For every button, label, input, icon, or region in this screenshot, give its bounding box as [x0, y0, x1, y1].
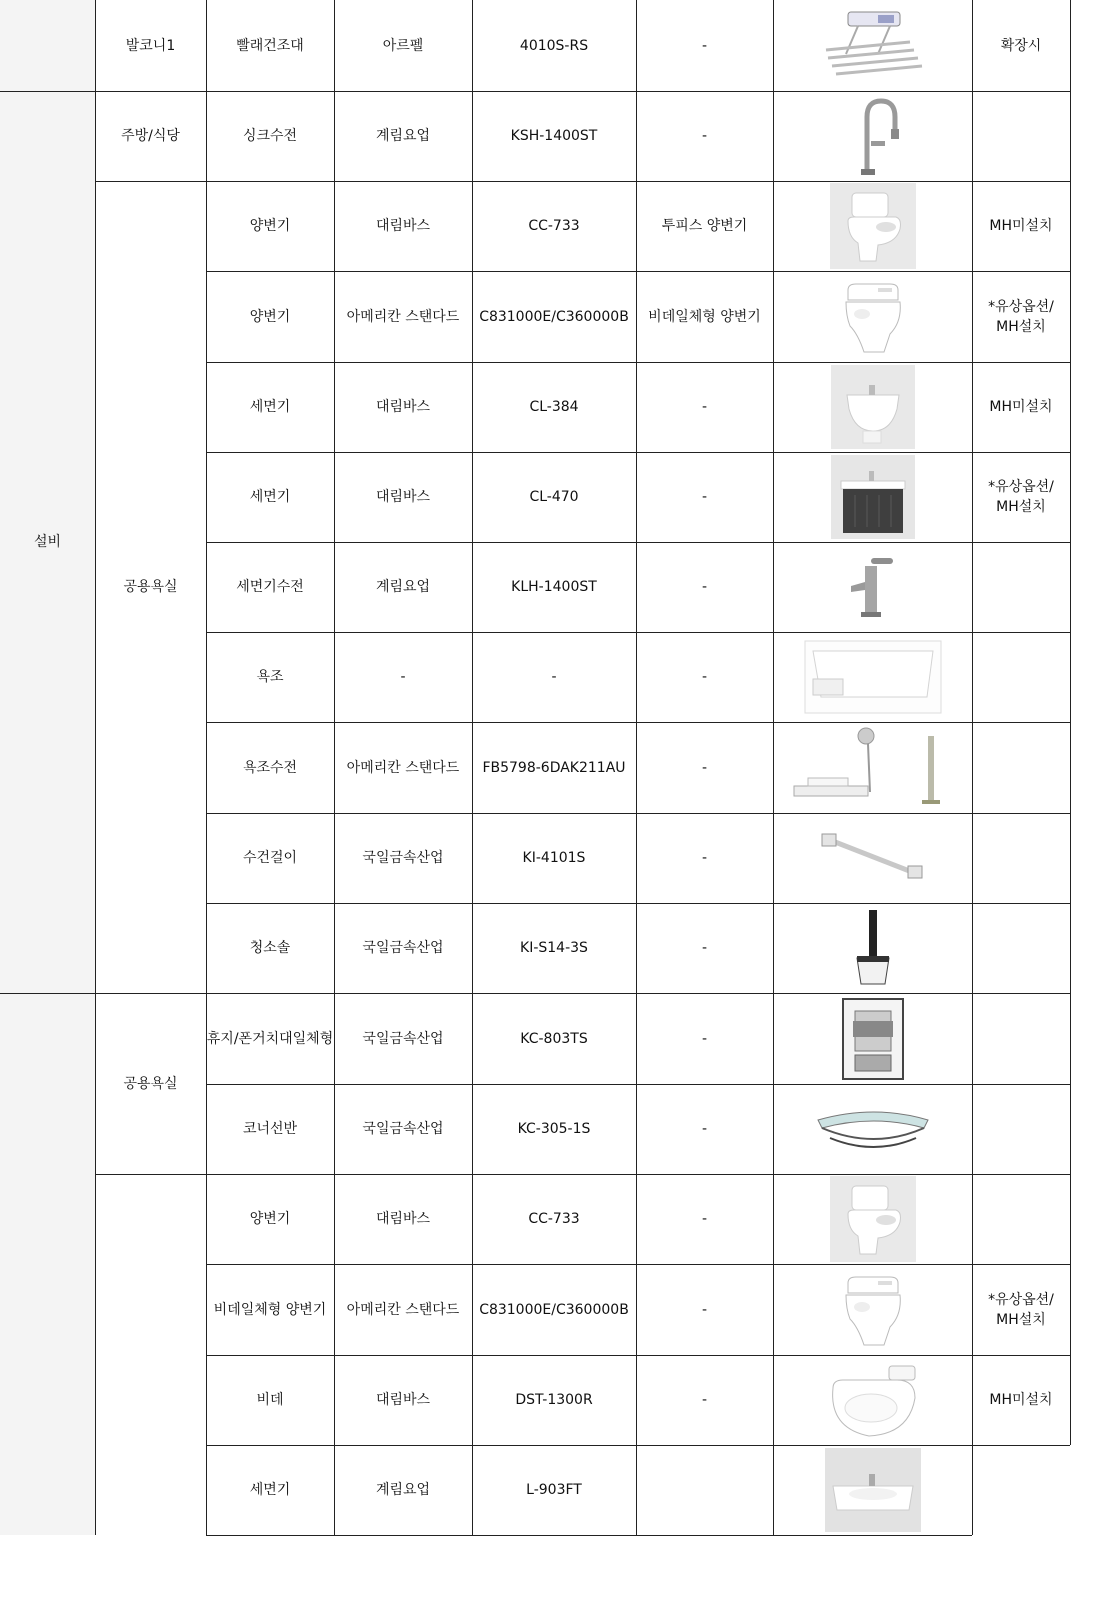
- cell-note: [972, 1174, 1070, 1264]
- product-image: [773, 181, 972, 271]
- cell-spec: [636, 1445, 773, 1535]
- cell-spec: -: [701, 1030, 708, 1047]
- cell-note: [972, 1084, 1070, 1174]
- cell-model: CL-470: [529, 489, 579, 505]
- cell-item: 욕조수전: [242, 759, 298, 776]
- toilet-brush-icon: [853, 908, 893, 988]
- cell-note: [972, 993, 1070, 1084]
- cell-note: MH미설치: [989, 218, 1053, 234]
- cell-model: KI-S14-3S: [520, 940, 588, 956]
- cell-note: [972, 542, 1070, 632]
- product-image: [773, 271, 972, 362]
- grid-line: [1070, 0, 1071, 1445]
- sink-faucet-icon: [843, 95, 903, 177]
- towel-bar-icon: [818, 828, 928, 888]
- cell-model: KI-4101S: [522, 850, 586, 866]
- cell-model: CC-733: [528, 218, 580, 234]
- cell-brand: 국일금속산업: [362, 1030, 444, 1047]
- cell-spec: 투피스 양변기: [661, 218, 748, 234]
- bath-shower-faucet-icon: [788, 726, 958, 810]
- cell-brand: 대림바스: [375, 489, 431, 505]
- product-image: [773, 1355, 972, 1445]
- cell-brand: 대림바스: [375, 1211, 431, 1227]
- basin-faucet-icon: [843, 552, 903, 622]
- room-cell: [95, 1174, 206, 1535]
- product-image: [773, 542, 972, 632]
- cell-model: C831000E/C360000B: [479, 308, 629, 325]
- cell-item: 욕조: [256, 669, 284, 685]
- cell-model: 4010S-RS: [519, 37, 589, 54]
- grid-line: [206, 722, 1070, 723]
- cell-spec: -: [701, 940, 708, 956]
- cell-note: [972, 1445, 1070, 1535]
- countertop-basin-icon: [825, 1448, 921, 1532]
- cell-brand: 계림요업: [375, 579, 431, 595]
- cell-spec: -: [701, 128, 708, 144]
- grid-line: [206, 1264, 1070, 1265]
- product-image: [773, 903, 972, 993]
- cell-spec: -: [701, 37, 708, 54]
- cell-model: C831000E/C360000B: [479, 1301, 629, 1318]
- cell-model: KC-305-1S: [517, 1121, 591, 1137]
- grid-line: [206, 452, 1070, 453]
- cell-brand: -: [400, 669, 406, 685]
- grid-line: [95, 1174, 1070, 1175]
- cell-brand: 대림바스: [375, 218, 431, 234]
- cell-brand: 국일금속산업: [362, 1121, 444, 1137]
- product-image: [773, 993, 972, 1084]
- cell-spec: -: [701, 1211, 708, 1227]
- cell-note: [972, 722, 1070, 813]
- cell-note: [972, 91, 1070, 181]
- cell-item: 싱크수전: [242, 128, 298, 144]
- paper-holder-icon: [841, 997, 905, 1081]
- smart-toilet-icon: [838, 1269, 908, 1351]
- grid-line: [206, 1535, 972, 1536]
- vanity-basin-icon: [831, 455, 915, 539]
- group-cell: [0, 0, 95, 91]
- grid-line: [206, 632, 1070, 633]
- cell-model: CL-384: [529, 399, 579, 415]
- cell-brand: 아메리칸 스탠다드: [346, 1301, 460, 1318]
- grid-line: [334, 0, 335, 1535]
- grid-line: [206, 903, 1070, 904]
- grid-line: [206, 1084, 1070, 1085]
- cell-note: MH미설치: [989, 1392, 1053, 1408]
- cell-item: 코너선반: [242, 1121, 298, 1137]
- cell-item: 세면기: [249, 399, 291, 415]
- cell-model: KC-803TS: [520, 1030, 588, 1047]
- cell-item: 비데: [256, 1392, 284, 1408]
- grid-line: [206, 542, 1070, 543]
- cell-model: L-903FT: [526, 1482, 582, 1498]
- cell-item: 세면기: [249, 489, 291, 505]
- cell-spec: -: [701, 669, 708, 685]
- cell-spec: -: [701, 579, 708, 595]
- cell-note: 확장시: [1000, 37, 1042, 54]
- room-cell: 발코니1: [125, 37, 176, 54]
- cell-item: 수건걸이: [242, 850, 298, 866]
- cell-spec: -: [701, 1392, 708, 1408]
- grid-line: [95, 0, 96, 1535]
- cell-brand: 대림바스: [375, 1392, 431, 1408]
- cell-model: KLH-1400ST: [511, 579, 597, 595]
- cell-brand: 국일금속산업: [362, 940, 444, 956]
- cell-spec: 비데일체형 양변기: [648, 308, 761, 325]
- clothes-dryer-rack-icon: [818, 6, 928, 86]
- cell-brand: 대림바스: [375, 399, 431, 415]
- bathtub-icon: [803, 639, 943, 715]
- cell-spec: -: [701, 1301, 708, 1318]
- cell-brand: 아메리칸 스탠다드: [346, 759, 460, 776]
- cell-note: *유상옵션/ MH설치: [988, 1291, 1054, 1328]
- product-image: [773, 1084, 972, 1174]
- cell-note: [972, 813, 1070, 903]
- cell-brand: 아메리칸 스탠다드: [346, 308, 460, 325]
- toilet-icon: [830, 1176, 916, 1262]
- product-image: [773, 813, 972, 903]
- product-image: [773, 91, 972, 181]
- cell-brand: 아르펠: [382, 37, 424, 54]
- grid-line: [95, 181, 1070, 182]
- cell-spec: -: [701, 489, 708, 505]
- cell-item: 빨래건조대: [236, 37, 304, 54]
- grid-line: [206, 0, 207, 1535]
- cell-spec: -: [701, 1121, 708, 1137]
- product-image: [773, 362, 972, 452]
- cell-model: KSH-1400ST: [510, 128, 598, 144]
- grid-line: [972, 0, 973, 1535]
- cell-item: 비데일체형 양변기: [213, 1301, 327, 1318]
- cell-model: CC-733: [528, 1211, 580, 1227]
- cell-item: 양변기: [249, 1211, 291, 1227]
- room-cell: 주방/식당: [121, 128, 180, 144]
- product-image: [773, 632, 972, 722]
- cell-model: FB5798-6DAK211AU: [482, 759, 626, 776]
- product-image: [773, 1174, 972, 1264]
- cell-spec: -: [701, 759, 708, 776]
- smart-toilet-icon: [838, 276, 908, 358]
- room-cell: 공용욕실: [123, 1075, 178, 1092]
- grid-line: [206, 271, 1070, 272]
- cell-item: 세면기: [249, 1482, 291, 1498]
- grid-line: [472, 0, 473, 1535]
- corner-shelf-icon: [808, 1098, 938, 1160]
- cell-brand: 계림요업: [375, 1482, 431, 1498]
- grid-line: [206, 1445, 1070, 1446]
- group-cell: 설비: [33, 534, 62, 550]
- cell-spec: -: [701, 399, 708, 415]
- cell-model: DST-1300R: [515, 1392, 593, 1408]
- grid-line: [0, 91, 1070, 92]
- cell-note: *유상옵션/ MH설치: [988, 479, 1054, 515]
- grid-line: [206, 813, 1070, 814]
- cell-note: [972, 903, 1070, 993]
- toilet-icon: [830, 183, 916, 269]
- grid-line: [206, 362, 1070, 363]
- grid-line: [0, 993, 1070, 994]
- product-image: [773, 722, 972, 813]
- cell-item: 청소솔: [249, 940, 291, 956]
- cell-note: [972, 632, 1070, 722]
- bidet-seat-icon: [819, 1358, 927, 1442]
- room-cell: 공용욕실: [123, 579, 178, 595]
- group-cell: [0, 993, 95, 1535]
- cell-note: *유상옵션/ MH설치: [988, 298, 1054, 335]
- cell-brand: 국일금속산업: [362, 850, 444, 866]
- product-image: [773, 1445, 972, 1535]
- cell-note: MH미설치: [989, 399, 1053, 415]
- product-image: [773, 1264, 972, 1355]
- wall-basin-icon: [831, 365, 915, 449]
- grid-line: [773, 0, 774, 1535]
- cell-brand: 계림요업: [375, 128, 431, 144]
- cell-item: 양변기: [249, 308, 291, 325]
- cell-item: 휴지/폰거치대일체형: [206, 1030, 334, 1047]
- product-image: [773, 452, 972, 542]
- product-image: [773, 0, 972, 91]
- grid-line: [636, 0, 637, 1535]
- cell-spec: -: [701, 850, 708, 866]
- grid-line: [206, 1355, 1070, 1356]
- cell-item: 양변기: [249, 218, 291, 234]
- cell-item: 세면기수전: [236, 579, 304, 595]
- cell-model: -: [551, 669, 557, 685]
